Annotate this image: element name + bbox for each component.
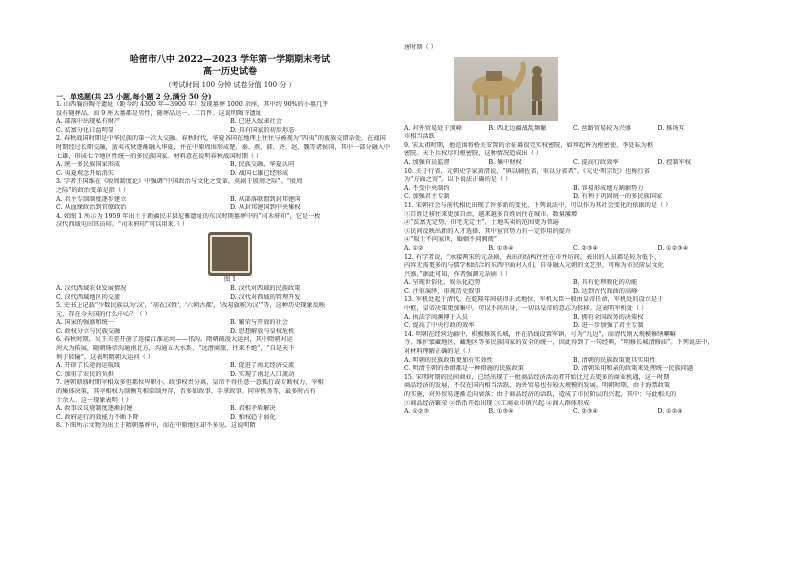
answer-option: A. 执法学问渊博于人员 bbox=[404, 313, 469, 321]
question-text: 唐时期（ ） bbox=[404, 44, 437, 51]
answer-option: A. ①②③ bbox=[404, 408, 430, 416]
question-text: ①商品经济繁荣 ②纸币开始出现 ③工商业市镇兴起 ④商人群体形成 bbox=[404, 399, 590, 407]
answer-option: B. 西北边疆战乱频繁 bbox=[488, 124, 547, 132]
answer-option: C. 从血缘政治到官僚政治 bbox=[56, 204, 127, 212]
answer-option: B. 清朝的民族政策更具实用性 bbox=[573, 356, 656, 364]
question-text: 13. 军机处起于清代，在乾隆年间获得正式地位，军机大臣一般由皇帝任命，军机处的设立是于 bbox=[404, 296, 664, 304]
option-row bbox=[56, 371, 404, 380]
camel-figurine-image bbox=[454, 57, 558, 121]
answer-option: B. 已进入奴隶社会 bbox=[230, 118, 282, 126]
answer-option: C. ②③④ bbox=[573, 244, 599, 252]
answer-option: C. 政权分立与民族交融 bbox=[56, 327, 121, 335]
answer-option: C. 政府运行的效能力不断下降 bbox=[56, 413, 139, 421]
answer-option: D. 相权趋于弱化 bbox=[230, 413, 276, 421]
option-row bbox=[56, 285, 404, 294]
question-text: 12. 有学者说，“承接两宋的元杂剧，表出的结构往往在市井坊间，表出的人员都是较为低下， bbox=[404, 253, 661, 261]
answer-option: C. 加重了农民的负担 bbox=[56, 370, 114, 378]
question-text: 8. 下图所示文物为出土于隋朝墓葬中，而在中原地区却不多见。这说明隋 bbox=[56, 422, 256, 430]
answer-option: A. ①② bbox=[404, 244, 424, 252]
question-text: 没有随葬品，而 9 座大墓都是男性，随葬品达一、二百件。这说明陶寺遗址 bbox=[56, 109, 262, 117]
answer-option: B. 具有伦理教化的功能 bbox=[573, 279, 638, 287]
answer-option: D. 战国七雄已经形成 bbox=[230, 169, 289, 177]
option-row bbox=[56, 414, 404, 423]
question-text: 2. 春秋战国时期是中华民族的第一次大交融。春秋时代，华夏各国在地理上往往与被视为“四夷”的蛮族交错杂处，在战国 bbox=[56, 135, 386, 143]
answer-option: D. 进一步加强了君主专制 bbox=[573, 322, 644, 330]
answer-option: B. 民族交融、华夏认同 bbox=[230, 161, 295, 169]
question-text: ③民间反映出新的人才选择，其中宦官势力有一定作用的提升 bbox=[404, 227, 572, 235]
question-text: 6. 春秋时期，吴王夫差开凿了连接江淮运河——邗沟。隋朝疏浚大运河，其中隋朝对运 bbox=[56, 336, 293, 344]
answer-option: A. 部落中出现私有财产 bbox=[56, 118, 121, 126]
question-text: 14. 明朝在经营边疆中，积极修筑长城，并在沿线设置军镇，号为“九边”，而清代则大规模修缮喇嘛 bbox=[404, 330, 676, 338]
answer-option: D. 从封邦建国到中央集权 bbox=[230, 204, 301, 212]
question-text: 密院。天下兵权尽归枢密院，这种情况造成出（ ） bbox=[404, 150, 543, 158]
answer-option: B. ①③④ bbox=[488, 408, 514, 416]
answer-option: A. 政事议议规制度逐渐封建 bbox=[56, 405, 133, 413]
exam-subtitle: 高一历史试卷 bbox=[202, 67, 257, 77]
answer-option: C. 提高行政效率 bbox=[573, 158, 619, 166]
question-text: 的集体决策，其宰相权力制衡互相牵制并存，否多如政事、手拿政事、同审机务等，最多时占有 bbox=[56, 388, 316, 396]
exam-note: （考试时间 100 分钟 试卷分值 100 分 ） bbox=[164, 81, 296, 89]
answer-option: B. 拥有全国政务的决策权 bbox=[573, 313, 644, 321]
answer-option: C. 加强君主专制 bbox=[404, 193, 450, 201]
option-row bbox=[404, 408, 742, 417]
question-text: 7. 唐朝鼎盛时期宰相众多但都位卑职小，政事权责分离，皇帝不得任意一意孤行或专断权力，宰相 bbox=[56, 379, 324, 387]
answer-option: A. 君主专制制度逐步建立 bbox=[56, 195, 127, 203]
option-row bbox=[56, 405, 404, 414]
question-text: ④“取士不问家世，婚姻不问阀阅” bbox=[404, 236, 497, 244]
question-block bbox=[56, 101, 404, 230]
answer-option: B. 容易形成地方割据势力 bbox=[573, 184, 644, 192]
seal-frame bbox=[210, 235, 250, 273]
question-text: 十余人。这一现象表明（ ） bbox=[56, 396, 133, 404]
answer-option: C. 明清王朝的举措都是一种措施的民族政策 bbox=[404, 365, 524, 373]
question-text: 兴盛。”据此可知，作者强调元杂剧（ ） bbox=[404, 270, 512, 278]
answer-option: B. 君相矛盾解决 bbox=[230, 405, 276, 413]
option-row bbox=[56, 196, 404, 205]
option-row bbox=[404, 314, 742, 323]
answer-option: D. 达到古代戏曲的高峰 bbox=[573, 287, 638, 295]
question-block bbox=[56, 285, 404, 431]
answer-option: A. 加强官员监督 bbox=[404, 158, 450, 166]
answer-option: A. 不受中央制约 bbox=[404, 184, 450, 192]
question-text: 时期经过长期交融，蛮夷戎狄逐渐融入华夏，并在中原周围形成楚、秦、燕、韩、齐、赵、魏等诸侯国，其中一部分融入中 bbox=[56, 143, 391, 151]
question-text: 10. 关于行省，元朝史学家黄溍说，“镇以辅佐省，重以分省者”。《元史·明宗纪》也称行省 bbox=[404, 167, 650, 175]
question-text: 15. 宋明时期的民间商业，已经出现了一批商品经济活动者开始比过去更多的商业机遇，这一时期 bbox=[404, 373, 670, 381]
answer-option: C. 提高了中央行政的效率 bbox=[404, 322, 475, 330]
question-text: ②“贫富无定势，田宅无定主”，土地买卖的范围更为普遍 bbox=[404, 219, 559, 227]
answer-option: D. 实现了南北人口流动 bbox=[230, 370, 295, 378]
answer-option: D. 思想解放与皇权危机 bbox=[230, 327, 295, 335]
option-row bbox=[404, 185, 742, 194]
option-row bbox=[404, 357, 742, 366]
answer-option: C. 丝路贸易较为兴盛 bbox=[573, 124, 631, 132]
answer-option: A. 呈现世俗化、娱乐化趋势 bbox=[404, 279, 481, 287]
option-row bbox=[404, 159, 742, 168]
option-row bbox=[56, 127, 404, 136]
answer-option: A. 统一多民族国家形成 bbox=[56, 161, 121, 169]
question-block bbox=[404, 44, 742, 53]
question-text: 内容无需更多的与儒学相结合的东西中面对人们，自身融入元朝的文艺里，可称为市民阶层文化 bbox=[404, 262, 664, 270]
exam-title: 哈密市八中 2022—2023 学年第一学期期末考试 bbox=[129, 55, 331, 65]
option-row bbox=[56, 319, 404, 328]
option-row bbox=[56, 328, 404, 337]
question-text: 七雄，形成七个地区性统一的多民族国家。材料意在说明春秋战国时期（ ） bbox=[56, 152, 263, 160]
answer-option: C. 夷夏观念开始消失 bbox=[56, 169, 114, 177]
question-text: 寺，维护蒙藏地区、藏地区等多民族国家的安全的统一，因此得到了一句经典，“明修长城清修庙”。下列说法中， bbox=[404, 339, 714, 347]
answer-option: C. 汉代西域地区的交流 bbox=[56, 293, 121, 301]
figure-caption: 图 1 bbox=[223, 275, 237, 283]
question-text: 商品经济的发展，不仅在国内相当活跃，海外贸易也有较大规模的发展。明朝时期，由于海禁政策 bbox=[404, 382, 671, 390]
answer-option: C. ②③④ bbox=[573, 408, 599, 416]
answer-option: A. 开辟了长途海运航线 bbox=[56, 362, 121, 370]
question-text: 5. 史书上记载“少数民族以为'汉'，'胡衣汉姓'，'六朝古都'，'改易旗帜为汉'”等，这种历史现象反映 bbox=[56, 302, 326, 310]
option-row bbox=[56, 118, 404, 127]
option-row bbox=[404, 365, 742, 374]
question-text: 1. 山西襄汾陶寺遗址（距今约 4300 年—3900 年）发现墓葬 1000 余座，其中约 90%的小墓几乎 bbox=[56, 101, 329, 108]
figurine-drawing bbox=[454, 57, 558, 121]
answer-option: D. 有利于巩固统一的多民族国家 bbox=[573, 193, 663, 201]
option-row bbox=[404, 245, 742, 254]
answer-option: B. ①③④ bbox=[488, 244, 514, 252]
option-row bbox=[56, 294, 404, 303]
question-text: 4. 如图 1 所示为 1959 年出土于新疆民丰县尼雅遗址的东汉时期墓葬中的“司禾府印”，它是一枚 bbox=[56, 212, 321, 220]
option-row bbox=[56, 204, 404, 213]
question-text: 3. 学者王国维在《殷周制度论》中强调“中国政治与文化之变革，莫剧于殷周之际”。“殷周 bbox=[56, 178, 303, 186]
question-text: 汉代西域屯田官员印。“司禾府印”可以用来（ ） bbox=[56, 221, 189, 229]
answer-option: D. 具有国家的初步形态 bbox=[230, 126, 295, 134]
figure-1 bbox=[56, 232, 404, 284]
answer-option: A. 汉代西域农业发展情况 bbox=[56, 284, 127, 292]
answer-option: D. 控制军权 bbox=[657, 158, 691, 166]
question-text: 11. 宋朝社会与前代相比出现了许多新的变化，下列说法中，可以作为其社会变化的依据的是（ ） bbox=[404, 201, 672, 209]
answer-option: B. 促进了南北经济交流 bbox=[230, 362, 295, 370]
question-text: 之际”的政治变革是指（ ） bbox=[56, 186, 130, 194]
question-text: 中枢，皇帝决策更加集中，可以不问出身，一切以皇帝的意志为转移。这表明军机处（ ） bbox=[404, 305, 648, 313]
answer-option: B. 汉代对西域的民族政策 bbox=[230, 284, 301, 292]
option-row bbox=[404, 322, 742, 331]
answer-option: D. ①②③④ bbox=[657, 244, 689, 252]
answer-option: D. 推场互 bbox=[657, 124, 685, 132]
answer-option: A. 明朝的民族政策更加有实效性 bbox=[404, 356, 493, 364]
answer-option: D. 清朝采用和亲的政策来处理统一民族问题 bbox=[573, 365, 694, 373]
option-row bbox=[404, 279, 742, 288]
question-text: 9. 宋太祖时期，他范围将桥关安置的余征募很完实权密院，如拜起皆为枢密使、李处耘为枢 bbox=[404, 141, 654, 149]
question-text: 元，存在今天国的什么中心？（ ） bbox=[56, 310, 151, 318]
left-column bbox=[56, 54, 404, 431]
question-text: 河大为拓展，随朝炀帝沟通南北方，沟通五大水系，“远漕商旅，往来不绝”，“自是天下 bbox=[56, 345, 295, 353]
option-row bbox=[404, 288, 742, 297]
answer-option: B. 集中财权 bbox=[488, 158, 522, 166]
question-text: 对材料理解正确的是（ ） bbox=[404, 348, 475, 356]
answer-option: A. 对外贸易处于顶峰 bbox=[404, 124, 462, 132]
section-heading: 一、单选题(共 25 小题,每小题 2 分,满分 50 分) bbox=[56, 92, 212, 101]
answer-option: C. 注重演绎、重视历史叙事 bbox=[404, 287, 481, 295]
question-text: 利于转输”。这表明隋朝大运河（ ） bbox=[56, 353, 154, 361]
option-row bbox=[56, 170, 404, 179]
question-block bbox=[404, 125, 742, 417]
answer-option: C. 贫富分化日益明显 bbox=[56, 126, 114, 134]
seal-image bbox=[208, 232, 252, 276]
option-row bbox=[56, 362, 404, 371]
answer-option: B. 从部落联盟到封邦建国 bbox=[230, 195, 301, 203]
question-text: 为“方面之寄”。以下说法正确的是（ ） bbox=[404, 176, 512, 184]
question-text: 的实施，对外贸易逐渐走向衰落；由于商品经济的活跃，造成了市民阶层的兴起，其中：与此相关的 bbox=[404, 391, 677, 398]
answer-option: A. 国家的强盛和统一 bbox=[56, 319, 114, 327]
answer-option: B. 繁荣与开放的社会 bbox=[230, 319, 288, 327]
option-row bbox=[404, 125, 742, 134]
answer-option: D. ①②④ bbox=[657, 408, 683, 416]
answer-option: D. 汉代对西域的管理开发 bbox=[230, 293, 301, 301]
right-column bbox=[404, 44, 742, 417]
option-row bbox=[56, 161, 404, 170]
option-row bbox=[404, 193, 742, 202]
question-text: ①百姓迁移往来更加自由，越来越多百姓居住在城市，数量激增 bbox=[404, 210, 578, 218]
question-text: 市相当活跃 bbox=[404, 133, 435, 141]
